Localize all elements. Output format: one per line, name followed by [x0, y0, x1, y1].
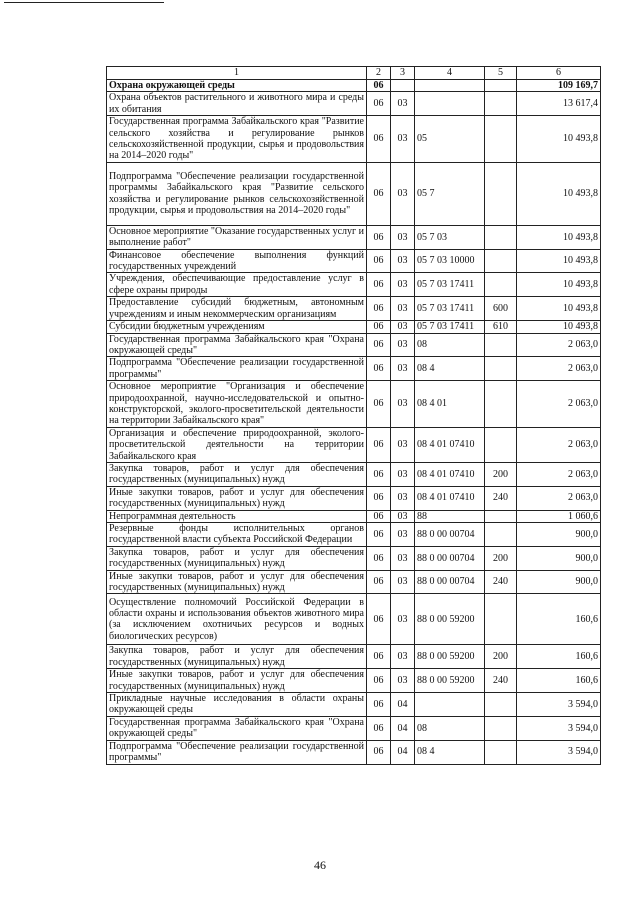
amount-cell: 900,0 [517, 570, 601, 594]
subsection-code-cell: 04 [391, 740, 415, 764]
section-code-cell: 06 [367, 546, 391, 570]
table-row [107, 92, 601, 116]
target-article-cell [415, 92, 485, 116]
page-number: 46 [314, 858, 326, 872]
table-row [107, 116, 601, 163]
amount-cell: 10 493,8 [517, 225, 601, 249]
subsection-code-cell: 03 [391, 92, 415, 116]
table-row [107, 740, 601, 764]
table-row [107, 523, 601, 547]
expense-type-cell: 200 [485, 546, 517, 570]
expense-type-cell [485, 427, 517, 462]
subsection-code-cell: 03 [391, 523, 415, 547]
expense-type-cell [485, 357, 517, 381]
row-name-cell: Прикладные научные исследования в области охраны окружающей среды [107, 693, 367, 717]
target-article-cell: 88 0 00 59200 [415, 594, 485, 645]
row-name-cell: Иные закупки товаров, работ и услуг для обеспечения государственных (муниципальных) нужд [107, 486, 367, 510]
table-row [107, 462, 601, 486]
expense-type-cell [485, 162, 517, 225]
subsection-code-cell: 03 [391, 357, 415, 381]
amount-cell: 2 063,0 [517, 462, 601, 486]
row-name-cell: Подпрограмма "Обеспечение реализации государственной программы Забайкальского края "Развитие сельского хозяйства и регулирование рынков сельскохозяйственной продукции, сырья и продовольствия на 2014–2020 годы" [107, 162, 367, 225]
target-article-cell: 88 0 00 59200 [415, 645, 485, 669]
target-article-cell: 08 4 01 07410 [415, 427, 485, 462]
expense-type-cell: 240 [485, 486, 517, 510]
table-row [107, 249, 601, 273]
expense-type-cell [485, 225, 517, 249]
table-row [107, 162, 601, 225]
row-name-cell: Закупка товаров, работ и услуг для обеспечения государственных (муниципальных) нужд [107, 645, 367, 669]
subsection-code-cell: 04 [391, 716, 415, 740]
expense-type-cell [485, 92, 517, 116]
table-row [107, 333, 601, 357]
section-code-cell: 06 [367, 427, 391, 462]
subsection-code-cell: 03 [391, 273, 415, 297]
row-name-cell: Учреждения, обеспечивающие предоставление услуг в сфере охраны природы [107, 273, 367, 297]
section-code-cell: 06 [367, 80, 391, 92]
target-article-cell: 08 [415, 333, 485, 357]
amount-cell: 160,6 [517, 594, 601, 645]
expense-type-cell [485, 523, 517, 547]
table-row [107, 669, 601, 693]
amount-cell: 3 594,0 [517, 693, 601, 717]
row-name-cell: Государственная программа Забайкальского края "Охрана окружающей среды" [107, 333, 367, 357]
subsection-code-cell: 03 [391, 225, 415, 249]
expense-type-cell: 240 [485, 570, 517, 594]
section-code-cell: 06 [367, 645, 391, 669]
section-code-cell: 06 [367, 381, 391, 428]
expense-type-cell: 200 [485, 462, 517, 486]
row-name-cell: Закупка товаров, работ и услуг для обеспечения государственных (муниципальных) нужд [107, 462, 367, 486]
row-name-cell: Подпрограмма "Обеспечение реализации государственной программы" [107, 740, 367, 764]
subsection-code-cell: 03 [391, 427, 415, 462]
section-code-cell: 06 [367, 740, 391, 764]
header-cell-3: 3 [391, 67, 415, 80]
expense-type-cell [485, 80, 517, 92]
subsection-code-cell: 03 [391, 645, 415, 669]
section-code-cell: 06 [367, 92, 391, 116]
table-row [107, 645, 601, 669]
table-row [107, 510, 601, 522]
subsection-code-cell: 03 [391, 510, 415, 522]
subsection-code-cell: 03 [391, 594, 415, 645]
subsection-code-cell: 03 [391, 486, 415, 510]
target-article-cell [415, 80, 485, 92]
target-article-cell: 05 7 [415, 162, 485, 225]
row-name-cell: Организация и обеспечение природоохранной, эколого-просветительской деятельности на территории Забайкальского края [107, 427, 367, 462]
expense-type-cell [485, 510, 517, 522]
section-code-cell: 06 [367, 693, 391, 717]
target-article-cell: 88 [415, 510, 485, 522]
expense-type-cell [485, 740, 517, 764]
amount-cell: 2 063,0 [517, 381, 601, 428]
row-name-cell: Основное мероприятие "Оказание государственных услуг и выполнение работ" [107, 225, 367, 249]
subsection-code-cell: 03 [391, 321, 415, 333]
amount-cell: 10 493,8 [517, 321, 601, 333]
subsection-code-cell: 03 [391, 669, 415, 693]
expense-type-cell: 240 [485, 669, 517, 693]
table-row [107, 594, 601, 645]
expense-type-cell [485, 381, 517, 428]
amount-cell: 109 169,7 [517, 80, 601, 92]
amount-cell: 3 594,0 [517, 716, 601, 740]
amount-cell: 160,6 [517, 669, 601, 693]
section-code-cell: 06 [367, 594, 391, 645]
section-code-cell: 06 [367, 321, 391, 333]
amount-cell: 2 063,0 [517, 486, 601, 510]
amount-cell: 2 063,0 [517, 333, 601, 357]
section-code-cell: 06 [367, 486, 391, 510]
row-name-cell: Финансовое обеспечение выполнения функций государственных учреждений [107, 249, 367, 273]
expense-type-cell [485, 594, 517, 645]
amount-cell: 13 617,4 [517, 92, 601, 116]
section-code-cell: 06 [367, 297, 391, 321]
amount-cell: 160,6 [517, 645, 601, 669]
target-article-cell: 05 7 03 17411 [415, 273, 485, 297]
subsection-code-cell [391, 80, 415, 92]
amount-cell: 10 493,8 [517, 249, 601, 273]
table-row [107, 716, 601, 740]
expense-type-cell [485, 116, 517, 163]
section-code-cell: 06 [367, 162, 391, 225]
section-code-cell: 06 [367, 249, 391, 273]
target-article-cell: 05 7 03 17411 [415, 321, 485, 333]
amount-cell: 10 493,8 [517, 273, 601, 297]
table-row [107, 297, 601, 321]
header-cell-6: 6 [517, 67, 601, 80]
expense-type-cell [485, 693, 517, 717]
section-code-cell: 06 [367, 357, 391, 381]
target-article-cell [415, 693, 485, 717]
amount-cell: 3 594,0 [517, 740, 601, 764]
row-name-cell: Иные закупки товаров, работ и услуг для обеспечения государственных (муниципальных) нужд [107, 669, 367, 693]
subsection-code-cell: 03 [391, 249, 415, 273]
table-body [107, 67, 601, 765]
table-row [107, 80, 601, 92]
section-code-cell: 06 [367, 225, 391, 249]
expense-type-cell: 200 [485, 645, 517, 669]
table-row [107, 225, 601, 249]
row-name-cell: Государственная программа Забайкальского края "Развитие сельского хозяйства и регулирование рынков сельскохозяйственной продукции, сырья и продовольствия на 2014–2020 годы" [107, 116, 367, 163]
target-article-cell: 05 7 03 [415, 225, 485, 249]
expense-type-cell [485, 249, 517, 273]
amount-cell: 10 493,8 [517, 162, 601, 225]
target-article-cell: 08 4 01 [415, 381, 485, 428]
expense-type-cell [485, 716, 517, 740]
subsection-code-cell: 03 [391, 546, 415, 570]
target-article-cell: 05 7 03 17411 [415, 297, 485, 321]
row-name-cell: Государственная программа Забайкальского края "Охрана окружающей среды" [107, 716, 367, 740]
row-name-cell: Иные закупки товаров, работ и услуг для обеспечения государственных (муниципальных) нужд [107, 570, 367, 594]
subsection-code-cell: 03 [391, 297, 415, 321]
amount-cell: 900,0 [517, 523, 601, 547]
table-row [107, 693, 601, 717]
subsection-code-cell: 03 [391, 333, 415, 357]
expense-type-cell [485, 273, 517, 297]
table-row [107, 546, 601, 570]
table-row [107, 486, 601, 510]
row-name-cell: Субсидии бюджетным учреждениям [107, 321, 367, 333]
row-name-cell: Осуществление полномочий Российской Федерации в области охраны и использования объектов животного мира (за исключением охотничьих ресурсов и водных биологических ресурсов) [107, 594, 367, 645]
section-code-cell: 06 [367, 510, 391, 522]
target-article-cell: 08 [415, 716, 485, 740]
target-article-cell: 08 4 [415, 357, 485, 381]
section-code-cell: 06 [367, 333, 391, 357]
row-name-cell: Основное мероприятие "Организация и обеспечение природоохранной, научно-исследовательской и опытно-конструкторской, эколого-просветительской деятельности на территории Забайкальского края" [107, 381, 367, 428]
table-row [107, 570, 601, 594]
section-code-cell: 06 [367, 669, 391, 693]
expense-type-cell [485, 333, 517, 357]
expense-type-cell: 610 [485, 321, 517, 333]
target-article-cell: 88 0 00 00704 [415, 546, 485, 570]
target-article-cell: 05 7 03 10000 [415, 249, 485, 273]
amount-cell: 2 063,0 [517, 427, 601, 462]
target-article-cell: 05 [415, 116, 485, 163]
row-name-cell: Закупка товаров, работ и услуг для обеспечения государственных (муниципальных) нужд [107, 546, 367, 570]
subsection-code-cell: 03 [391, 570, 415, 594]
budget-table [106, 66, 601, 765]
header-cell-2: 2 [367, 67, 391, 80]
header-cell-5: 5 [485, 67, 517, 80]
row-name-cell: Резервные фонды исполнительных органов государственной власти субъекта Российской Федерации [107, 523, 367, 547]
target-article-cell: 88 0 00 00704 [415, 570, 485, 594]
table-row [107, 321, 601, 333]
row-name-cell: Охрана объектов растительного и животного мира и среды их обитания [107, 92, 367, 116]
amount-cell: 10 493,8 [517, 116, 601, 163]
section-code-cell: 06 [367, 116, 391, 163]
row-name-cell: Подпрограмма "Обеспечение реализации государственной программы" [107, 357, 367, 381]
subsection-code-cell: 04 [391, 693, 415, 717]
subsection-code-cell: 03 [391, 381, 415, 428]
section-code-cell: 06 [367, 716, 391, 740]
amount-cell: 1 060,6 [517, 510, 601, 522]
header-cell-4: 4 [415, 67, 485, 80]
table-row [107, 381, 601, 428]
amount-cell: 10 493,8 [517, 297, 601, 321]
expense-type-cell: 600 [485, 297, 517, 321]
target-article-cell: 08 4 01 07410 [415, 486, 485, 510]
table-row [107, 357, 601, 381]
section-code-cell: 06 [367, 462, 391, 486]
amount-cell: 900,0 [517, 546, 601, 570]
target-article-cell: 88 0 00 00704 [415, 523, 485, 547]
header-cell-1: 1 [107, 67, 367, 80]
section-code-cell: 06 [367, 523, 391, 547]
target-article-cell: 08 4 01 07410 [415, 462, 485, 486]
subsection-code-cell: 03 [391, 116, 415, 163]
table-row [107, 273, 601, 297]
target-article-cell: 08 4 [415, 740, 485, 764]
target-article-cell: 88 0 00 59200 [415, 669, 485, 693]
row-name-cell: Предоставление субсидий бюджетным, автономным учреждениям и иным некоммерческим организациям [107, 297, 367, 321]
top-rule [4, 2, 164, 3]
row-name-cell: Непрограммная деятельность [107, 510, 367, 522]
subsection-code-cell: 03 [391, 162, 415, 225]
section-code-cell: 06 [367, 273, 391, 297]
table-header-row [107, 67, 601, 80]
subsection-code-cell: 03 [391, 462, 415, 486]
row-name-cell: Охрана окружающей среды [107, 80, 367, 92]
table-row [107, 427, 601, 462]
amount-cell: 2 063,0 [517, 357, 601, 381]
section-code-cell: 06 [367, 570, 391, 594]
